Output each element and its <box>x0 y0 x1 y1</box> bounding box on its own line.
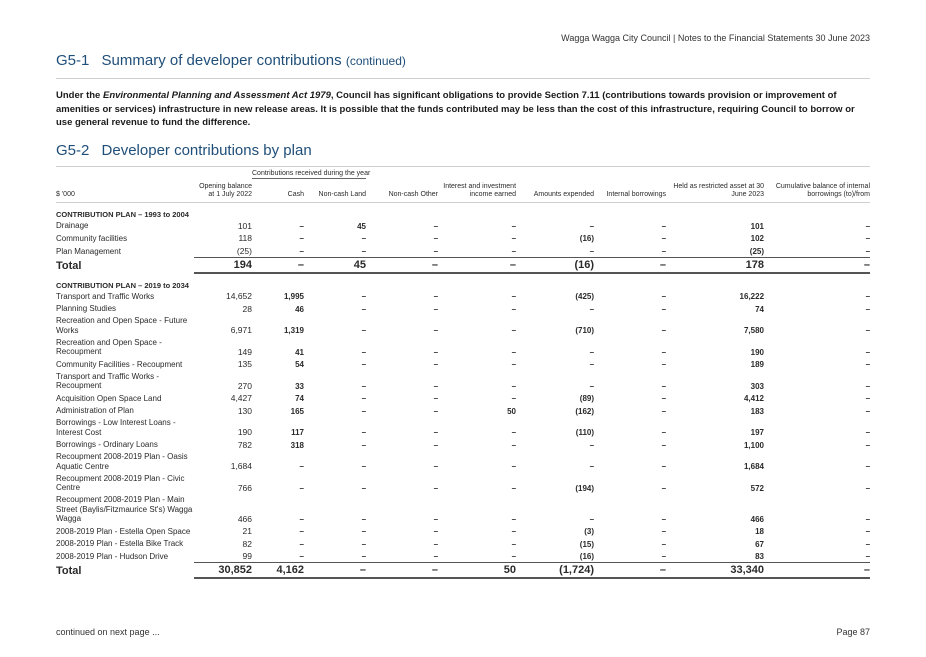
row-value: – <box>589 347 595 357</box>
row-value: – <box>661 304 667 314</box>
total-value: – <box>252 257 304 273</box>
row-value: 1,319 <box>283 326 304 335</box>
row-value: – <box>299 234 304 243</box>
row-value: – <box>433 326 439 335</box>
row-value: (15) <box>579 539 595 549</box>
heading-rule <box>56 78 870 79</box>
section-number: G5-1 <box>56 52 90 69</box>
row-value: – <box>661 428 667 437</box>
row-value: – <box>299 527 304 536</box>
row-value: – <box>661 539 667 549</box>
total-value: – <box>594 257 666 273</box>
row-value: – <box>865 483 871 493</box>
row-value: – <box>361 326 367 335</box>
row-value: – <box>361 394 367 403</box>
row-value: (25) <box>749 246 765 256</box>
row-value: 572 <box>750 483 765 493</box>
row-value: 99 <box>242 551 252 561</box>
row-value: – <box>361 440 367 450</box>
table-row <box>56 550 870 563</box>
row-value: (16) <box>579 552 595 561</box>
row-value: 4,427 <box>230 393 252 403</box>
row-value: 782 <box>237 439 252 450</box>
row-value: – <box>433 514 439 524</box>
row-label: Planning Studies <box>56 304 117 313</box>
row-value: – <box>433 440 439 450</box>
total-row <box>56 257 870 273</box>
row-label: Community facilities <box>56 233 128 243</box>
developer-contributions-table <box>56 170 870 579</box>
row-value: – <box>865 292 871 301</box>
row-value: – <box>589 246 595 256</box>
row-value: – <box>589 360 595 369</box>
row-value: 83 <box>755 552 765 561</box>
row-value: – <box>433 539 439 549</box>
row-value: 466 <box>237 513 252 524</box>
row-value: 303 <box>750 381 765 391</box>
row-label: Borrowings - Ordinary Loans <box>56 440 158 449</box>
row-value: (110) <box>575 428 595 437</box>
row-value: – <box>511 360 517 369</box>
row-value: 101 <box>750 221 765 231</box>
col-header-cumulative: Cumulative balance of internal borrowings (to)/from <box>764 170 870 203</box>
total-value: 194 <box>194 257 252 273</box>
row-value: – <box>511 539 517 549</box>
row-value: – <box>589 381 595 391</box>
row-value: – <box>865 428 871 437</box>
row-value: – <box>511 552 517 561</box>
row-value: – <box>361 246 367 256</box>
col-header-held: Held as restricted asset at 30 June 2023 <box>666 170 764 203</box>
row-value: – <box>433 221 439 231</box>
row-value: – <box>361 304 367 314</box>
row-value: – <box>511 428 517 437</box>
row-value: – <box>299 221 304 231</box>
row-value: – <box>661 292 667 301</box>
total-label: Total <box>56 565 82 577</box>
row-value: – <box>511 514 517 524</box>
row-value: 54 <box>295 360 304 369</box>
section-title: Developer contributions by plan <box>101 142 312 159</box>
row-value: (194) <box>575 483 595 493</box>
document-header: Wagga Wagga City Council | Notes to the Financial Statements 30 June 2023 <box>561 33 870 43</box>
total-value: – <box>438 257 516 273</box>
intro-post: , Council has significant obligations to provide Section 7.11 (contributions towards provision or improvement of amenities or services) infrastructure in new release areas. It is possible that the funds contributed may be less than the cost of this infrastructure, requiring Council to borrow or use general revenue to fund the difference. <box>56 90 855 129</box>
row-value: 135 <box>237 359 252 369</box>
row-value: – <box>661 347 667 357</box>
col-header-interest: Interest and investment income earned <box>438 170 516 203</box>
row-value: 1,684 <box>230 461 252 471</box>
col-header-internal: Internal borrowings <box>594 170 666 203</box>
row-value: – <box>865 527 871 536</box>
row-value: – <box>589 304 595 314</box>
total-value: (1,724) <box>516 563 594 579</box>
row-value: – <box>661 527 667 536</box>
row-value: – <box>433 462 439 471</box>
row-label: Transport and Traffic Works - Recoupment <box>56 371 159 390</box>
row-value: – <box>511 527 517 536</box>
total-value: 4,162 <box>252 563 304 579</box>
heading-rule <box>56 166 870 167</box>
row-value: 18 <box>755 527 765 536</box>
row-value: – <box>589 440 595 450</box>
row-value: 74 <box>755 304 765 314</box>
intro-paragraph <box>56 89 872 130</box>
row-value: (710) <box>575 326 595 335</box>
row-label: Recoupment 2008-2019 Plan - Civic Centre <box>56 473 185 492</box>
row-value: 270 <box>237 380 252 391</box>
row-value: 1,684 <box>743 462 765 471</box>
row-value: (425) <box>575 292 595 301</box>
row-value: – <box>865 221 871 231</box>
row-value: – <box>511 347 517 357</box>
row-value: – <box>661 246 667 256</box>
row-value: – <box>661 483 667 493</box>
row-value: 190 <box>750 347 765 357</box>
row-value: – <box>299 483 304 493</box>
intro-pre: Under the <box>56 90 103 101</box>
col-header-cash: Cash <box>287 191 304 198</box>
row-value: 189 <box>750 360 765 369</box>
row-value: 67 <box>755 539 765 549</box>
row-label: Drainage <box>56 221 89 230</box>
row-value: – <box>511 292 517 301</box>
row-value: – <box>661 381 667 391</box>
row-value: 149 <box>237 346 252 357</box>
row-value: 118 <box>238 233 252 243</box>
table-row <box>56 438 870 451</box>
row-value: – <box>589 221 595 231</box>
row-value: – <box>361 462 367 471</box>
row-value: 117 <box>291 428 304 437</box>
row-value: – <box>361 552 367 561</box>
row-value: 130 <box>237 405 252 416</box>
row-value: 4,412 <box>743 394 765 403</box>
row-label: Recoupment 2008-2019 Plan - Oasis Aquatic Centre <box>56 452 188 471</box>
row-value: – <box>433 394 439 403</box>
table-row <box>56 219 870 232</box>
total-value: 50 <box>438 563 516 579</box>
row-value: 1,100 <box>743 440 765 450</box>
row-value: – <box>361 483 367 493</box>
row-value: – <box>361 539 367 549</box>
total-value: 45 <box>304 257 366 273</box>
section-g5-2-heading <box>56 142 312 159</box>
row-value: – <box>865 347 871 357</box>
row-value: – <box>433 552 439 561</box>
col-header-opening: Opening balance at 1 July 2022 <box>194 170 252 203</box>
row-value: – <box>299 539 304 549</box>
row-label: Plan Management <box>56 246 121 256</box>
total-value: – <box>304 563 366 579</box>
row-value: 41 <box>295 347 304 357</box>
table-row <box>56 451 870 473</box>
row-value: – <box>511 381 517 391</box>
row-value: – <box>865 394 871 403</box>
total-value: 33,340 <box>666 563 764 579</box>
row-value: 102 <box>750 234 765 243</box>
row-value: – <box>511 234 517 243</box>
row-value: – <box>865 381 871 391</box>
row-value: – <box>361 347 367 357</box>
row-label: 2008-2019 Plan - Estella Open Space <box>56 526 191 536</box>
row-value: 190 <box>237 427 252 437</box>
total-value: 178 <box>666 257 764 273</box>
table-row <box>56 336 870 358</box>
row-value: – <box>589 514 595 524</box>
row-value: – <box>299 552 304 561</box>
continued-marker: (continued) <box>345 54 406 68</box>
total-value: (16) <box>516 257 594 273</box>
row-value: – <box>433 347 439 357</box>
row-value: 1,995 <box>283 292 304 301</box>
row-value: 46 <box>295 304 304 314</box>
col-header-noncash-land: Non-cash Land <box>318 191 367 198</box>
row-value: – <box>433 483 439 493</box>
row-value: 21 <box>242 526 252 536</box>
row-value: – <box>361 360 367 369</box>
row-label: Recreation and Open Space - Recoupment <box>56 337 162 356</box>
table-row <box>56 358 870 371</box>
row-label: Recreation and Open Space - Future Works <box>56 316 188 335</box>
section-title-row: CONTRIBUTION PLAN – 1993 to 2004 <box>56 210 189 219</box>
row-value: 45 <box>357 221 367 231</box>
row-value: – <box>433 304 439 314</box>
row-value: – <box>511 246 517 256</box>
row-value: 50 <box>507 406 517 416</box>
row-value: – <box>865 246 871 256</box>
row-value: 197 <box>750 428 765 437</box>
total-value: – <box>366 257 438 273</box>
row-value: – <box>661 360 667 369</box>
row-value: – <box>299 246 304 256</box>
row-value: – <box>361 527 367 536</box>
row-label: 2008-2019 Plan - Estella Bike Track <box>56 539 184 548</box>
row-value: – <box>511 304 517 314</box>
col-header-units: $ '000 <box>56 170 194 203</box>
table-row <box>56 525 870 538</box>
row-value: – <box>361 234 367 243</box>
row-value: – <box>865 539 871 549</box>
table-row <box>56 417 870 439</box>
section-g5-1-heading <box>56 52 406 69</box>
row-value: 183 <box>750 406 765 416</box>
row-value: – <box>865 304 871 314</box>
row-value: 82 <box>242 538 252 549</box>
section-title-row: CONTRIBUTION PLAN – 2019 to 2034 <box>56 280 189 290</box>
table-row <box>56 392 870 405</box>
section-title: Summary of developer contributions <box>101 52 342 69</box>
row-value: (162) <box>575 406 595 416</box>
row-value: – <box>361 428 367 437</box>
col-header-noncash-other: Non-cash Other <box>366 170 438 203</box>
row-value: – <box>511 462 517 471</box>
table-body <box>56 170 870 578</box>
table-row <box>56 494 870 525</box>
row-value: – <box>661 406 667 416</box>
row-value: – <box>433 527 439 536</box>
row-value: – <box>511 326 517 335</box>
row-value: – <box>865 406 871 416</box>
table-row <box>56 232 870 245</box>
col-header-group <box>252 170 371 203</box>
row-value: – <box>433 246 439 256</box>
total-value: – <box>366 563 438 579</box>
table-row <box>56 244 870 257</box>
table-row <box>56 537 870 550</box>
row-value: – <box>865 552 871 561</box>
row-value: 33 <box>295 381 304 391</box>
row-value: – <box>661 234 667 243</box>
row-value: 766 <box>237 482 252 493</box>
row-value: – <box>361 514 367 524</box>
row-value: – <box>299 514 304 524</box>
section-number: G5-2 <box>56 142 90 159</box>
row-value: – <box>299 462 304 471</box>
row-value: 6,971 <box>230 325 252 335</box>
row-label: Borrowings - Low Interest Loans - Interest Cost <box>56 418 176 437</box>
row-value: – <box>865 234 871 243</box>
row-value: 14,652 <box>226 291 252 301</box>
total-value: – <box>764 257 870 273</box>
row-value: – <box>589 462 595 471</box>
row-value: – <box>433 381 439 391</box>
total-value: – <box>764 563 870 579</box>
total-value: – <box>594 563 666 579</box>
total-value: 30,852 <box>194 563 252 579</box>
table-row <box>56 404 870 417</box>
row-value: 318 <box>290 440 304 450</box>
row-value: – <box>661 462 667 471</box>
row-value: – <box>511 221 517 231</box>
row-label: Acquisition Open Space Land <box>56 393 162 403</box>
table-row <box>56 290 870 303</box>
total-row <box>56 563 870 579</box>
row-value: (89) <box>579 394 595 403</box>
row-value: (3) <box>584 527 595 536</box>
row-value: – <box>433 292 439 301</box>
row-value: 16,222 <box>739 292 765 301</box>
row-value: (16) <box>579 234 595 243</box>
row-value: – <box>661 514 667 524</box>
total-label: Total <box>56 259 82 272</box>
row-value: – <box>865 360 871 369</box>
row-value: – <box>361 381 367 391</box>
row-value: 101 <box>237 220 252 231</box>
row-value: – <box>661 221 667 231</box>
row-value: 28 <box>242 303 252 314</box>
table-row <box>56 472 870 494</box>
row-value: – <box>433 428 439 437</box>
table-row <box>56 302 870 315</box>
table-row <box>56 370 870 392</box>
row-value: – <box>661 552 667 561</box>
row-value: – <box>661 326 667 335</box>
row-label: Administration of Plan <box>56 406 134 415</box>
col-header-group-label: Contributions received during the year <box>252 170 371 177</box>
row-value: 165 <box>290 406 304 416</box>
continued-footer: continued on next page ... <box>56 627 160 637</box>
row-value: – <box>865 514 871 524</box>
row-value: – <box>661 394 667 403</box>
row-value: – <box>865 440 871 450</box>
row-value: 74 <box>295 394 304 403</box>
row-value: – <box>511 440 517 450</box>
row-value: – <box>661 440 667 450</box>
page-number: Page 87 <box>836 627 870 637</box>
intro-act-name: Environmental Planning and Assessment Act 1979 <box>102 90 331 101</box>
row-label: Community Facilities - Recoupment <box>56 359 183 369</box>
row-value: 466 <box>750 514 765 524</box>
row-label: Recoupment 2008-2019 Plan - Main Street (Baylis/Fitzmaurice St's) Wagga Wagga <box>56 495 193 523</box>
row-value: 7,580 <box>743 326 765 335</box>
row-value: (25) <box>236 245 252 256</box>
row-label: 2008-2019 Plan - Hudson Drive <box>56 552 169 561</box>
col-header-expended: Amounts expended <box>516 170 594 203</box>
row-value: – <box>361 406 367 416</box>
row-value: – <box>511 394 517 403</box>
table-row <box>56 315 870 337</box>
row-value: – <box>361 292 367 301</box>
row-value: – <box>433 360 439 369</box>
row-value: – <box>511 483 517 493</box>
row-value: – <box>865 462 871 471</box>
row-value: – <box>865 326 871 335</box>
row-label: Transport and Traffic Works <box>56 291 155 301</box>
row-value: – <box>433 406 439 416</box>
row-value: – <box>433 234 439 243</box>
